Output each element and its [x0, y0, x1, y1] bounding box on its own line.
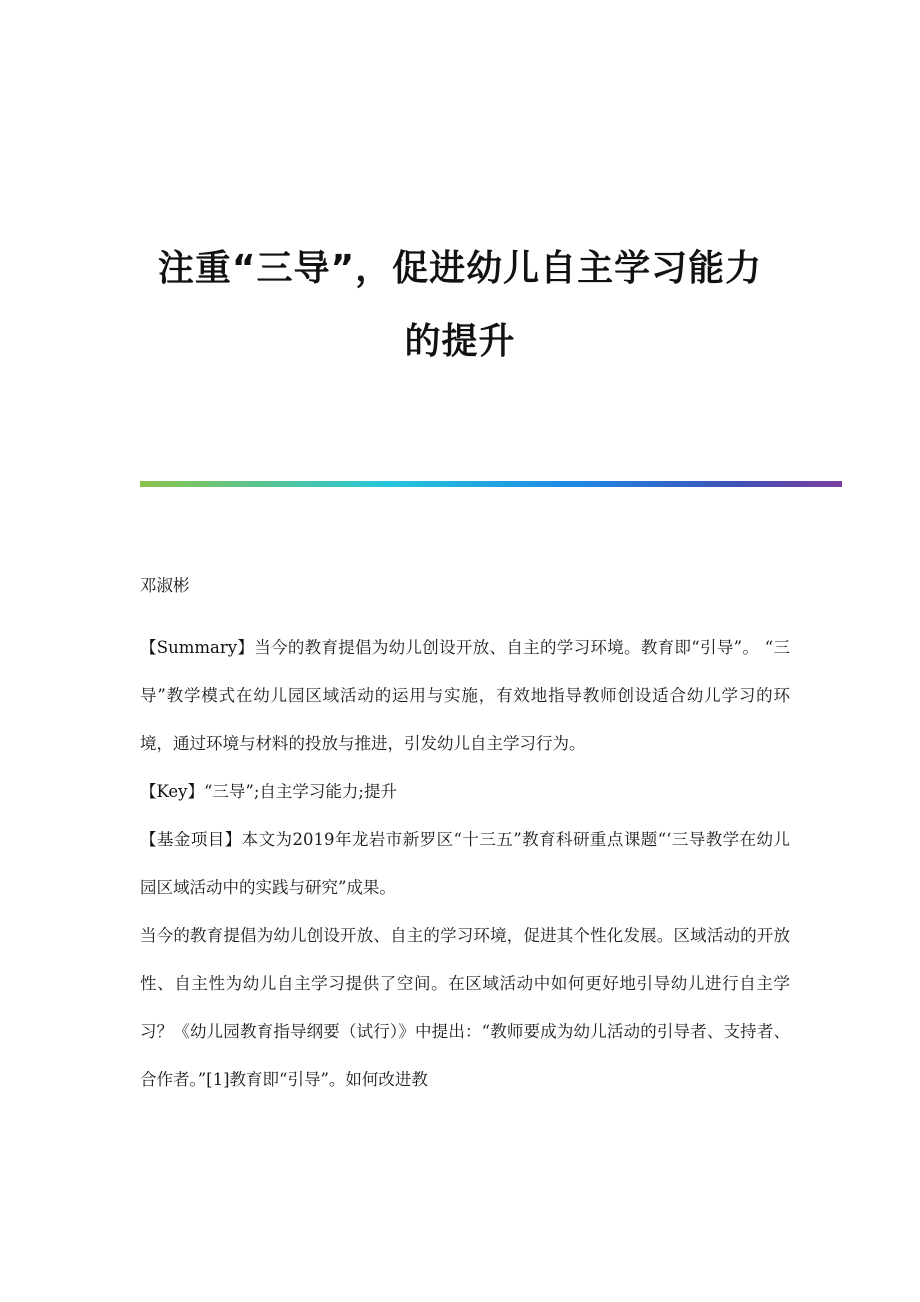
- author-name: 邓淑彬: [140, 576, 190, 595]
- keywords-label: 【Key】: [140, 782, 204, 801]
- summary-label: 【Summary】: [140, 638, 255, 657]
- keywords-paragraph: [140, 768, 790, 816]
- fund-text: 本文为2019年龙岩市新罗区“十三五”教育科研重点课题“‘三导教学在幼儿园区域活动中的实践与研究”成果。: [140, 830, 790, 897]
- document-body: [140, 562, 790, 1104]
- summary-text: 当今的教育提倡为幼儿创设开放、自主的学习环境。教育即“引导”。 “三导”教学模式在幼儿园区域活动的运用与实施，有效地指导教师创设适合幼儿学习的环境，通过环境与材料的投放与推进，引发幼儿自主学习行为。: [140, 638, 790, 753]
- gradient-divider: [140, 481, 842, 487]
- fund-label: 【基金项目】: [140, 830, 242, 849]
- summary-paragraph: [140, 624, 790, 768]
- body-paragraph: 当今的教育提倡为幼儿创设开放、自主的学习环境，促进其个性化发展。区域活动的开放性、自主性为幼儿自主学习提供了空间。在区域活动中如何更好地引导幼儿进行自主学习？《幼儿园教育指导纲要（试行）》中提出：“教师要成为幼儿活动的引导者、支持者、合作者。”[1]教育即“引导”。如何改进教: [140, 926, 790, 1089]
- keywords-text: “三导”;自主学习能力;提升: [203, 782, 397, 801]
- document-title-line-1: 注重“三导”，促进幼儿自主学习能力: [157, 248, 763, 290]
- document-title-line-2: 的提升: [404, 321, 516, 362]
- fund-paragraph: [140, 816, 790, 912]
